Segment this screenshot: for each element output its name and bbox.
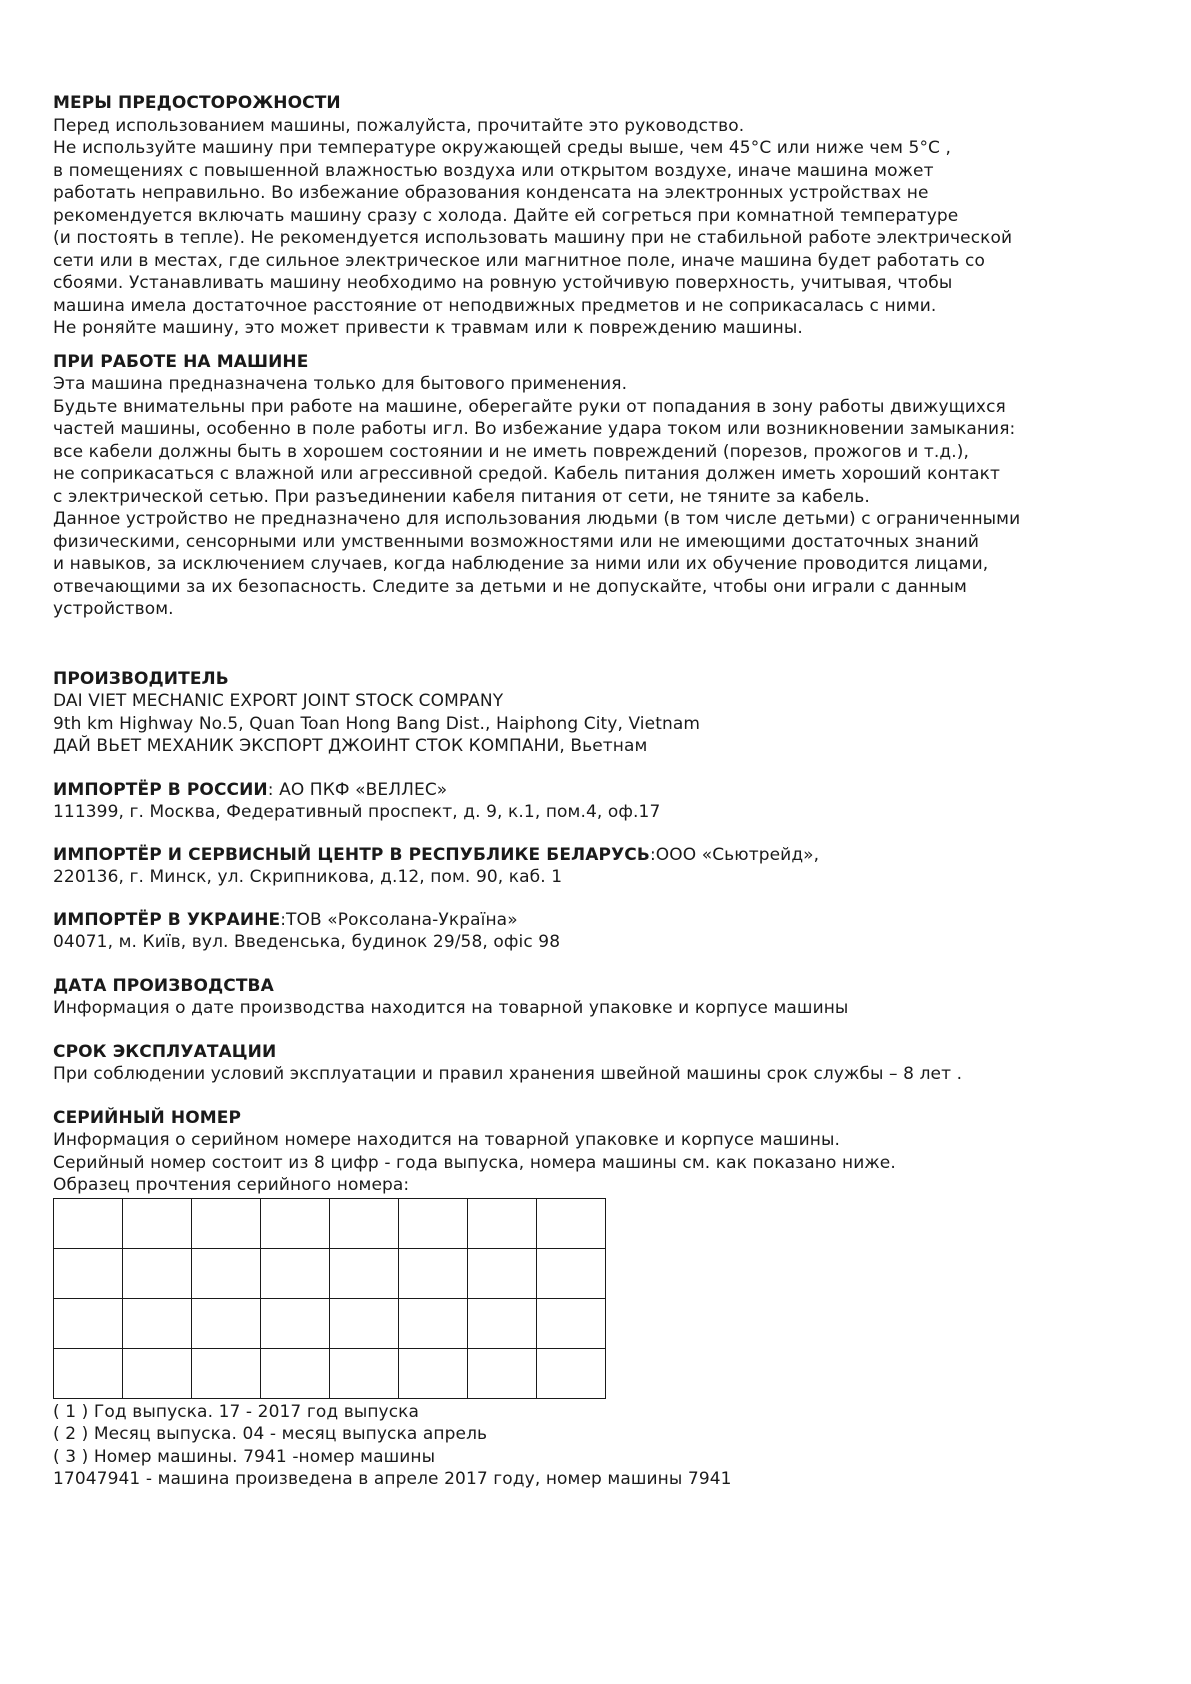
- importer-belarus-label: ИМПОРТЁР И СЕРВИСНЫЙ ЦЕНТР В РЕСПУБЛИКЕ БЕЛАРУСЬ: [53, 844, 650, 865]
- importer-russia-section: [53, 779, 1153, 824]
- grid-cell: [537, 1248, 606, 1298]
- importer-russia-heading: [53, 779, 1153, 802]
- serial-legend-line: ( 3 ) Номер машины. 7941 -номер машины: [53, 1446, 436, 1467]
- manufacturer-line: DAI VIET MECHANIC EXPORT JOINT STOCK COMPANY: [53, 691, 504, 711]
- grid-cell: [468, 1248, 537, 1298]
- production-date-section: [53, 975, 1153, 1020]
- precautions-section: [53, 92, 1153, 340]
- grid-row: [54, 1248, 606, 1298]
- precautions-line: в помещениях с повышенной влажностью воздуха или открытом воздухе, иначе машина может: [53, 160, 934, 181]
- importer-russia-label: ИМПОРТЁР В РОССИИ: [53, 779, 268, 800]
- grid-cell: [261, 1348, 330, 1398]
- operation-line: Эта машина предназначена только для бытового применения.: [53, 374, 628, 394]
- grid-cell: [399, 1198, 468, 1248]
- grid-cell: [192, 1198, 261, 1248]
- precautions-line: работать неправильно. Во избежание образования конденсата на электронных устройствах не: [53, 183, 929, 203]
- serial-number-line: Информация о серийном номере находится на товарной упаковке и корпусе машины.: [53, 1130, 841, 1150]
- importer-ukraine-section: [53, 909, 1153, 954]
- serial-legend-line: ( 2 ) Месяц выпуска. 04 - месяц выпуска апрель: [53, 1424, 488, 1444]
- serial-legend-line: 17047941 - машина произведена в апреле 2017 году, номер машины 7941: [53, 1469, 732, 1489]
- operation-line: все кабели должны быть в хорошем состоянии и не иметь повреждений (порезов, прожогов и т.д.),: [53, 441, 969, 462]
- grid-cell: [537, 1348, 606, 1398]
- grid-cell: [468, 1298, 537, 1348]
- grid-cell: [192, 1248, 261, 1298]
- grid-cell: [537, 1198, 606, 1248]
- service-life-text: При соблюдении условий эксплуатации и правил хранения швейной машины срок службы – 8 лет .: [53, 1064, 963, 1084]
- manufacturer-line: ДАЙ ВЬЕТ МЕХАНИК ЭКСПОРТ ДЖОИНТ СТОК КОМПАНИ, Вьетнам: [53, 736, 648, 756]
- operation-line: и навыков, за исключением случаев, когда наблюдение за ними или их обучение проводится лицами,: [53, 554, 989, 574]
- importer-ukraine-name: :ТОВ «Роксолана-Україна»: [280, 909, 518, 930]
- importer-russia-name: : АО ПКФ «ВЕЛЛЕС»: [267, 779, 448, 800]
- importer-ukraine-address: 04071, м. Київ, вул. Введенська, будинок 29/58, офіс 98: [53, 932, 561, 952]
- production-date-title: ДАТА ПРОИЗВОДСТВА: [53, 975, 274, 996]
- importer-russia-address: 111399, г. Москва, Федеративный проспект, д. 9, к.1, пом.4, оф.17: [53, 802, 661, 822]
- precautions-line: рекомендуется включать машину сразу с холода. Дайте ей согреться при комнатной температуре: [53, 205, 959, 226]
- production-date-text: Информация о дате производства находится на товарной упаковке и корпусе машины: [53, 998, 849, 1018]
- importer-ukraine-heading: [53, 909, 1153, 932]
- operation-line: физическими, сенсорными или умственными возможностями или не имеющими достаточных знаний: [53, 531, 980, 552]
- importer-ukraine-label: ИМПОРТЁР В УКРАИНЕ: [53, 909, 281, 930]
- serial-number-line: Образец прочтения серийного номера:: [53, 1175, 410, 1195]
- grid-cell: [330, 1248, 399, 1298]
- grid-cell: [399, 1298, 468, 1348]
- grid-cell: [468, 1198, 537, 1248]
- grid-cell: [54, 1298, 123, 1348]
- document-page: [53, 92, 1153, 1491]
- grid-cell: [261, 1198, 330, 1248]
- service-life-section: [53, 1041, 1153, 1086]
- precautions-line: Не роняйте машину, это может привести к травмам или к повреждению машины.: [53, 318, 803, 338]
- serial-number-grid: [53, 1198, 606, 1399]
- serial-legend-line: ( 1 ) Год выпуска. 17 - 2017 год выпуска: [53, 1401, 420, 1422]
- operation-section: [53, 351, 1153, 621]
- grid-cell: [192, 1298, 261, 1348]
- grid-cell: [123, 1348, 192, 1398]
- operation-line: не соприкасаться с влажной или агрессивной средой. Кабель питания должен иметь хороший контакт: [53, 464, 1001, 484]
- operation-line: Будьте внимательны при работе на машине, оберегайте руки от попадания в зону работы движущихся: [53, 396, 1006, 417]
- serial-number-title: СЕРИЙНЫЙ НОМЕР: [53, 1107, 242, 1128]
- grid-cell: [54, 1198, 123, 1248]
- grid-row: [54, 1298, 606, 1348]
- operation-line: устройством.: [53, 599, 174, 619]
- precautions-line: машина имела достаточное расстояние от неподвижных предметов и не соприкасалась с ними.: [53, 295, 937, 316]
- precautions-line: сбоями. Устанавливать машину необходимо на ровную устойчивую поверхность, учитывая, чтобы: [53, 273, 953, 293]
- grid-cell: [399, 1248, 468, 1298]
- grid-row: [54, 1198, 606, 1248]
- grid-cell: [330, 1348, 399, 1398]
- precautions-line: Не используйте машину при температуре окружающей среды выше, чем 45°С или ниже чем 5°С ,: [53, 138, 952, 158]
- grid-cell: [330, 1298, 399, 1348]
- precautions-line: сети или в местах, где сильное электрическое или магнитное поле, иначе машина будет работать со: [53, 250, 985, 271]
- operation-line: Данное устройство не предназначено для использования людьми (в том числе детьми) с ограниченными: [53, 509, 1021, 529]
- precautions-line: Перед использованием машины, пожалуйста, прочитайте это руководство.: [53, 115, 745, 136]
- grid-cell: [261, 1248, 330, 1298]
- precautions-line: (и постоять в тепле). Не рекомендуется использовать машину при не стабильной работе электрической: [53, 228, 1013, 248]
- operation-line: отвечающими за их безопасность. Следите за детьми и не допускайте, чтобы они играли с данным: [53, 576, 967, 597]
- grid-cell: [537, 1298, 606, 1348]
- grid-cell: [330, 1198, 399, 1248]
- manufacturer-line: 9th km Highway No.5, Quan Toan Hong Bang Dist., Haiphong City, Vietnam: [53, 713, 701, 734]
- manufacturer-title: ПРОИЗВОДИТЕЛЬ: [53, 668, 229, 689]
- importer-belarus-heading: [53, 844, 1153, 867]
- operation-line: с электрической сетью. При разъединении кабеля питания от сети, не тяните за кабель.: [53, 486, 870, 507]
- grid-cell: [54, 1248, 123, 1298]
- manufacturer-section: [53, 668, 1153, 758]
- importer-belarus-section: [53, 844, 1153, 889]
- serial-number-section: [53, 1107, 1153, 1491]
- importer-belarus-address: 220136, г. Минск, ул. Скрипникова, д.12, пом. 90, каб. 1: [53, 867, 563, 887]
- service-life-title: СРОК ЭКСПЛУАТАЦИИ: [53, 1041, 277, 1062]
- serial-number-line: Серийный номер состоит из 8 цифр - года выпуска, номера машины см. как показано ниже.: [53, 1152, 896, 1173]
- importer-belarus-name: :ООО «Сьютрейд»,: [649, 844, 820, 865]
- grid-cell: [468, 1348, 537, 1398]
- operation-line: частей машины, особенно в поле работы игл. Во избежание удара током или возникновении замыкания:: [53, 419, 1016, 439]
- grid-cell: [123, 1248, 192, 1298]
- operation-title: ПРИ РАБОТЕ НА МАШИНЕ: [53, 351, 309, 372]
- grid-cell: [399, 1348, 468, 1398]
- grid-cell: [261, 1298, 330, 1348]
- grid-row: [54, 1348, 606, 1398]
- grid-cell: [192, 1348, 261, 1398]
- grid-cell: [54, 1348, 123, 1398]
- precautions-title: МЕРЫ ПРЕДОСТОРОЖНОСТИ: [53, 93, 341, 113]
- grid-cell: [123, 1298, 192, 1348]
- grid-cell: [123, 1198, 192, 1248]
